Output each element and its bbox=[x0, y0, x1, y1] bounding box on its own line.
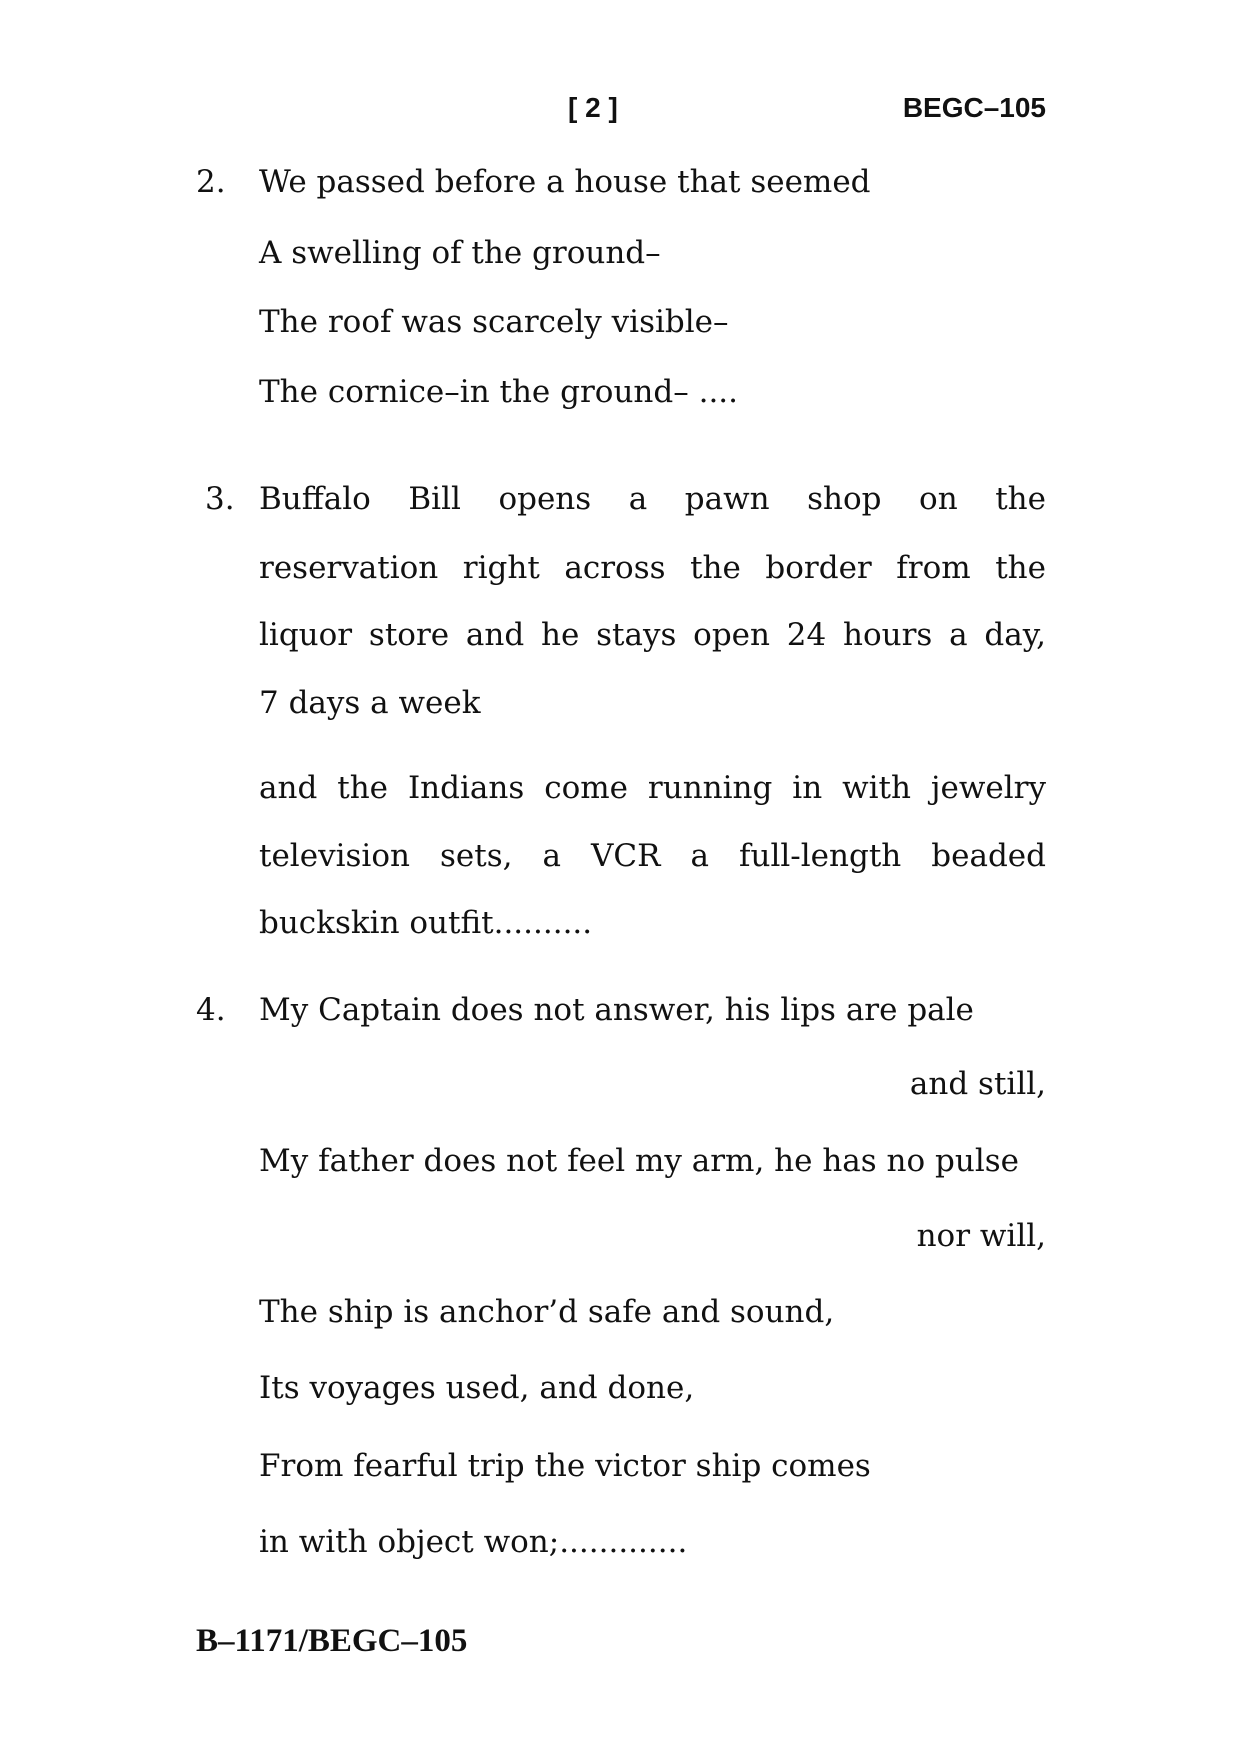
verse-line: The cornice–in the ground– .... bbox=[259, 374, 739, 410]
item-number: 4. bbox=[196, 992, 226, 1028]
item-number: 3. bbox=[205, 481, 235, 517]
verse-line: and the Indians come running in with jewelry bbox=[259, 770, 1046, 806]
verse-line: liquor store and he stays open 24 hours a day, bbox=[259, 617, 1046, 653]
verse-line: television sets, a VCR a full-length beaded bbox=[259, 838, 1046, 874]
page-number: [ 2 ] bbox=[568, 92, 618, 123]
verse-line: A swelling of the ground– bbox=[259, 235, 661, 271]
course-code-header: BEGC–105 bbox=[902, 92, 1046, 123]
verse-line: reservation right across the border from the bbox=[259, 550, 1046, 586]
verse-line-continuation: nor will, bbox=[916, 1218, 1046, 1254]
verse-line: The roof was scarcely visible– bbox=[259, 304, 729, 340]
verse-line: My father does not feel my arm, he has no pulse bbox=[259, 1143, 1019, 1179]
verse-line: 7 days a week bbox=[259, 685, 481, 721]
item-number: 2. bbox=[196, 164, 226, 200]
verse-line: From fearful trip the victor ship comes bbox=[259, 1448, 871, 1484]
verse-line: in with object won;............. bbox=[259, 1524, 688, 1560]
verse-line: Its voyages used, and done, bbox=[259, 1370, 695, 1406]
verse-line: We passed before a house that seemed bbox=[259, 164, 871, 200]
footer-code: B–1171/BEGC–105 bbox=[196, 1623, 468, 1659]
verse-line: buckskin outfit.......... bbox=[259, 905, 593, 941]
verse-line: My Captain does not answer, his lips are pale bbox=[259, 992, 974, 1028]
verse-line: Buffalo Bill opens a pawn shop on the bbox=[259, 481, 1046, 517]
verse-line: The ship is anchor’d safe and sound, bbox=[259, 1294, 835, 1330]
verse-line-continuation: and still, bbox=[909, 1066, 1046, 1102]
